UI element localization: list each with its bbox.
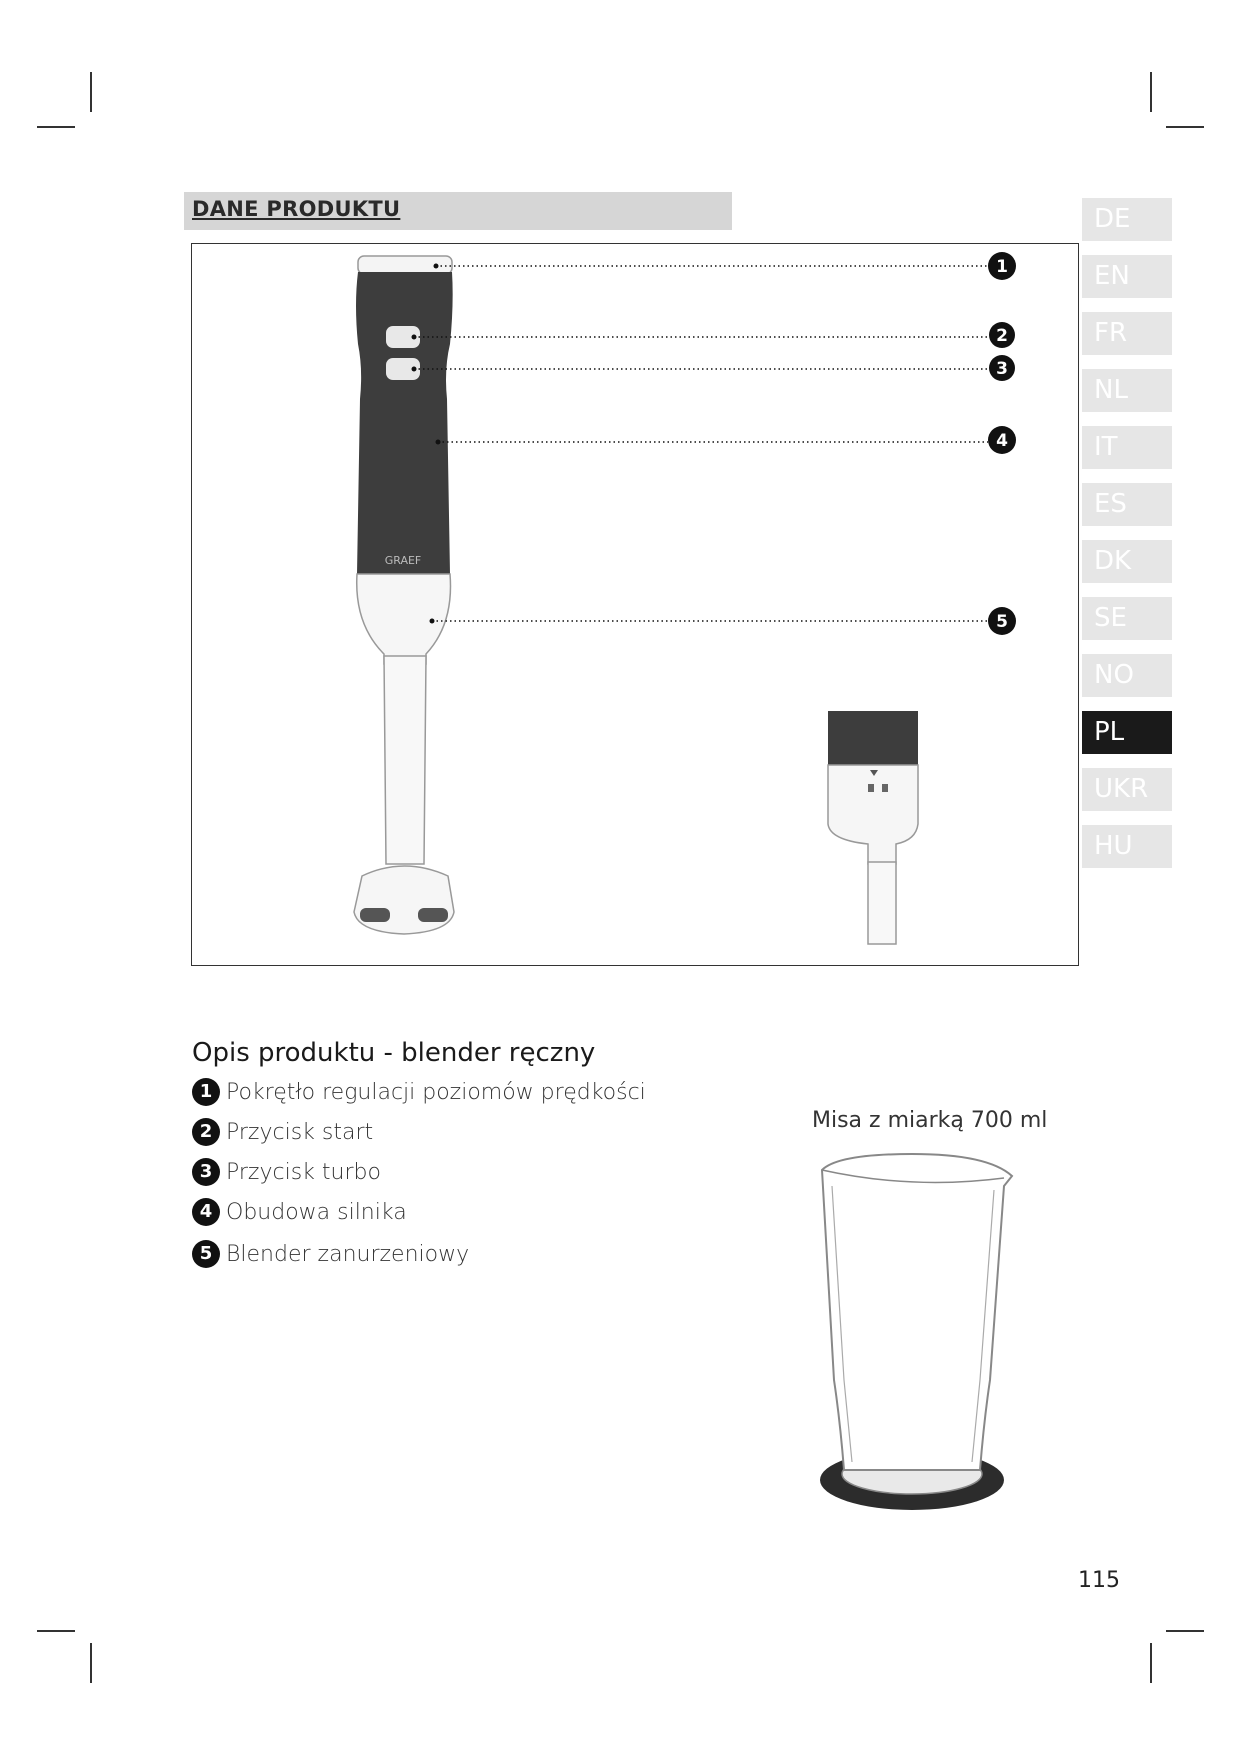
crop-mark xyxy=(1150,1643,1152,1683)
callout-dot xyxy=(436,440,441,445)
brand-logo: GRAEF xyxy=(384,554,422,567)
description-title: Opis produktu - blender ręczny xyxy=(192,1038,596,1068)
item-number: 3 xyxy=(192,1158,220,1186)
lang-tab-ukr[interactable]: UKR xyxy=(1082,768,1172,811)
crop-mark xyxy=(37,1630,75,1632)
foot-slot xyxy=(360,908,390,922)
bowl-caption: Misa z miarką 700 ml xyxy=(812,1108,1048,1133)
callout-markers xyxy=(988,252,1016,635)
callout-number: 5 xyxy=(996,612,1008,632)
lang-tab-nl[interactable]: NL xyxy=(1082,369,1172,412)
detail-attachment-top xyxy=(828,765,918,864)
lang-tab-no[interactable]: NO xyxy=(1082,654,1172,697)
lang-tab-en[interactable]: EN xyxy=(1082,255,1172,298)
detail-shaft xyxy=(868,862,896,944)
lang-tab-fr[interactable]: FR xyxy=(1082,312,1172,355)
detail-unlock-icon xyxy=(882,784,888,792)
hand-blender-illustration xyxy=(192,244,1080,967)
item-text: Blender zanurzeniowy xyxy=(226,1242,470,1267)
crop-mark xyxy=(37,126,75,128)
motor-housing xyxy=(356,272,453,574)
crop-mark xyxy=(1150,72,1152,112)
lang-tab-it[interactable]: IT xyxy=(1082,426,1172,469)
attachment-detail xyxy=(828,711,918,944)
crop-mark xyxy=(90,1643,92,1683)
crop-mark xyxy=(90,72,92,112)
item-number: 2 xyxy=(192,1118,220,1146)
callout-dot xyxy=(434,264,439,269)
lang-tab-pl[interactable]: PL xyxy=(1082,711,1172,754)
detail-motor-section xyxy=(828,711,918,765)
callout-number: 1 xyxy=(996,257,1008,277)
crop-mark xyxy=(1166,126,1204,128)
product-figure xyxy=(191,243,1079,966)
callout-number: 4 xyxy=(996,431,1008,451)
callout-number: 2 xyxy=(996,326,1008,346)
foot-slot xyxy=(418,908,448,922)
page-number: 115 xyxy=(1078,1568,1120,1593)
callout-number: 3 xyxy=(996,359,1008,379)
callout-lines xyxy=(414,266,988,621)
blender-foot xyxy=(354,866,454,934)
item-text: Pokrętło regulacji poziomów prędkości xyxy=(226,1080,646,1105)
lang-tab-de[interactable]: DE xyxy=(1082,198,1172,241)
measuring-bowl-illustration xyxy=(808,1150,1018,1520)
blender-lower-body xyxy=(357,574,451,664)
item-text: Przycisk turbo xyxy=(226,1160,381,1185)
lang-tab-es[interactable]: ES xyxy=(1082,483,1172,526)
item-number: 1 xyxy=(192,1078,220,1106)
item-number: 4 xyxy=(192,1198,220,1226)
callout-dot xyxy=(412,367,417,372)
lang-tab-se[interactable]: SE xyxy=(1082,597,1172,640)
section-header-title: DANE PRODUKTU xyxy=(192,197,401,221)
item-text: Obudowa silnika xyxy=(226,1200,407,1225)
lang-tab-hu[interactable]: HU xyxy=(1082,825,1172,868)
item-number: 5 xyxy=(192,1240,220,1268)
bowl-body xyxy=(822,1154,1012,1470)
callout-dot xyxy=(412,335,417,340)
blender-shaft xyxy=(384,656,426,864)
crop-mark xyxy=(1166,1630,1204,1632)
section-header xyxy=(184,192,732,230)
detail-lock-icon xyxy=(868,784,874,792)
lang-tab-dk[interactable]: DK xyxy=(1082,540,1172,583)
callout-dot xyxy=(430,619,435,624)
item-text: Przycisk start xyxy=(226,1120,374,1145)
